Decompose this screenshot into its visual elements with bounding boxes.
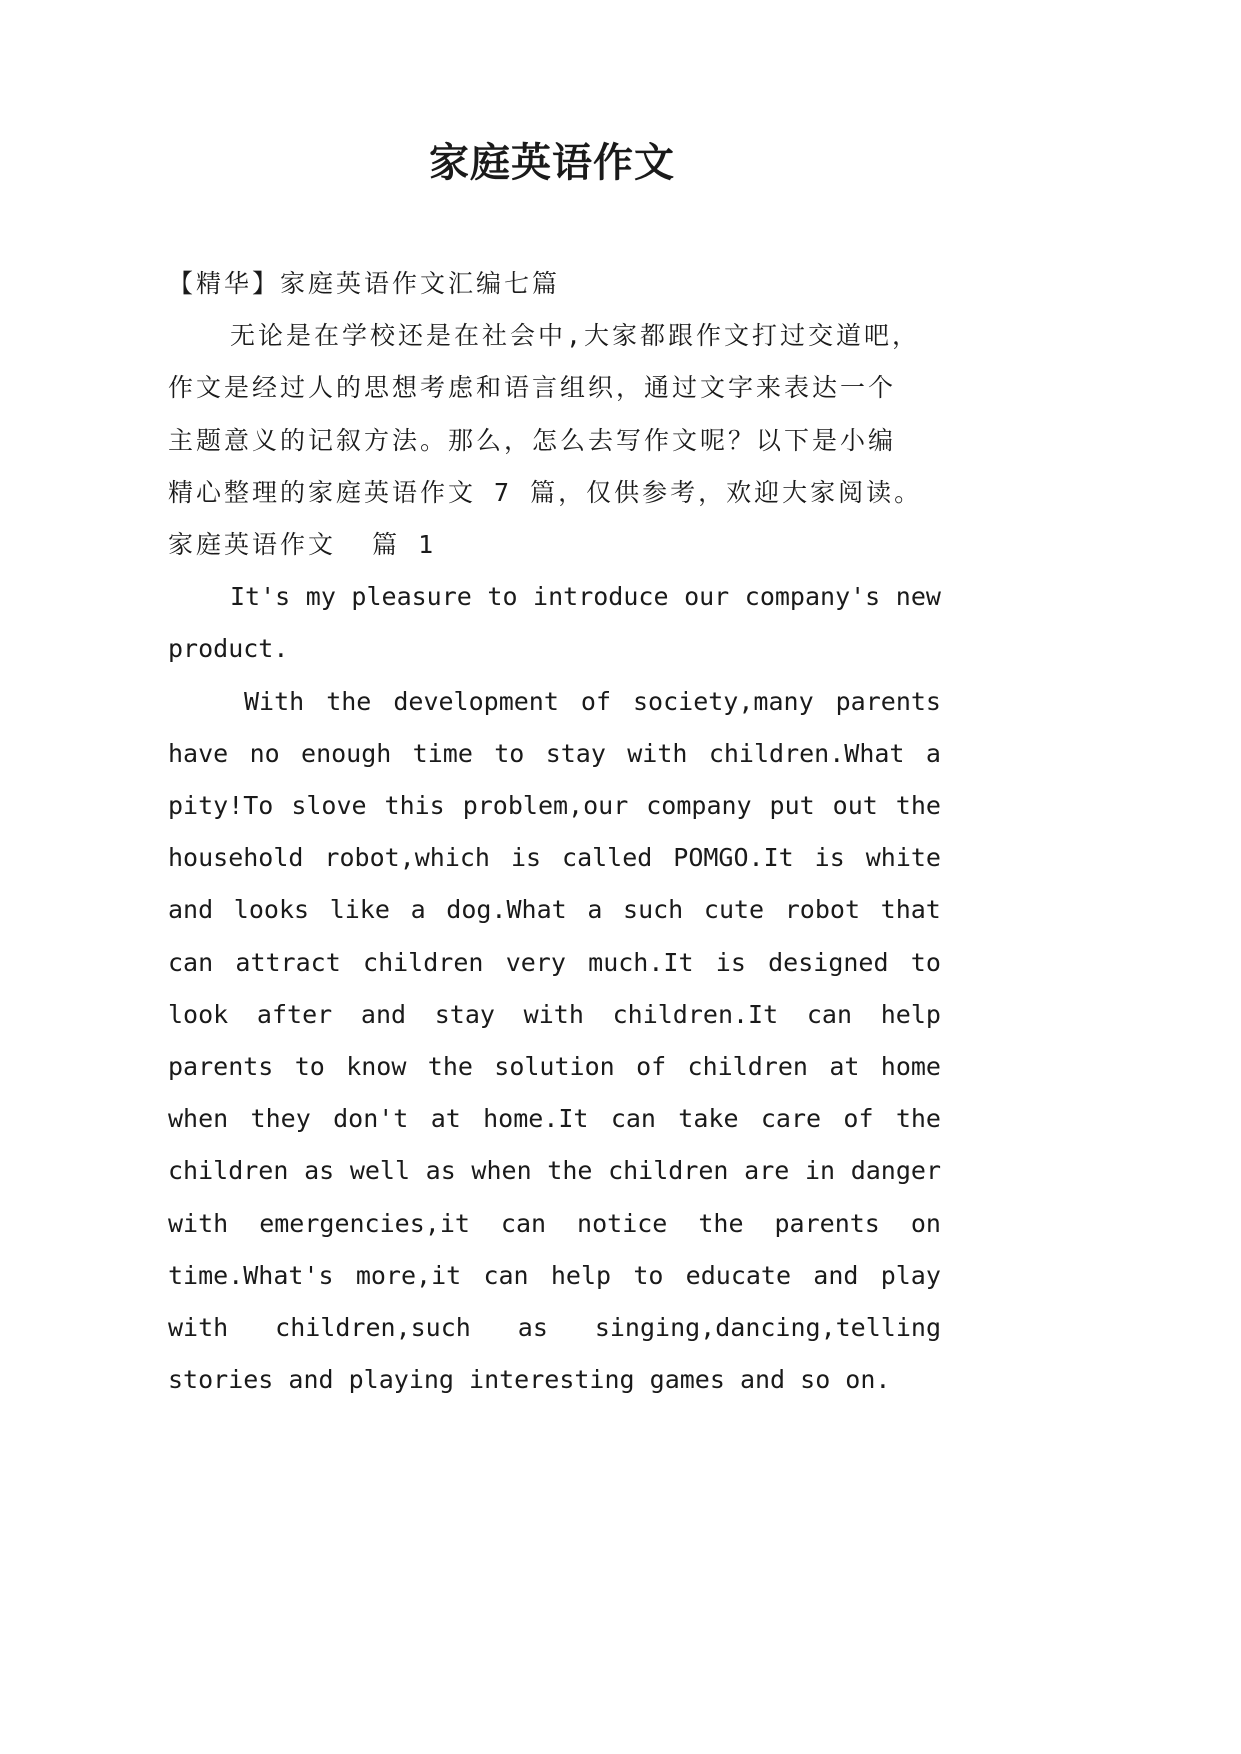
word: robot,which: [324, 843, 490, 873]
word: after: [256, 999, 333, 1029]
word: children: [168, 1156, 289, 1186]
paragraph-line: [168, 989, 941, 1041]
word: and: [168, 895, 214, 925]
word: It's: [230, 582, 291, 612]
subtitle: 【精华】家庭英语作文汇编七篇: [168, 269, 561, 298]
word: help: [880, 999, 941, 1029]
word: when: [471, 1156, 532, 1186]
word: the: [698, 1208, 744, 1238]
word: a: [925, 738, 941, 768]
word: out: [832, 791, 878, 821]
word: and: [360, 999, 407, 1029]
word: with: [627, 738, 688, 768]
intro-line: 精心整理的家庭英语作文 7 篇，仅供参考，欢迎大家阅读。: [168, 477, 923, 507]
word: as: [425, 1156, 456, 1186]
word: help: [550, 1260, 612, 1290]
word: this: [384, 791, 445, 821]
paragraph-line: [168, 571, 941, 623]
word: company's: [744, 582, 881, 612]
word: to: [487, 582, 518, 612]
word: called: [562, 843, 653, 873]
word: at: [829, 1052, 860, 1082]
paragraph-line: [168, 676, 941, 728]
document-body: [168, 258, 941, 1406]
word: of: [636, 1052, 667, 1082]
word: problem,our: [462, 791, 629, 821]
word: parents: [835, 686, 941, 716]
word: to: [294, 1052, 325, 1082]
word: care: [760, 1104, 822, 1134]
word: don't: [333, 1104, 409, 1134]
paragraph-line: [168, 1041, 941, 1093]
word: of: [580, 686, 612, 716]
word: With: [244, 686, 305, 716]
paragraph-line: product.: [168, 634, 289, 664]
word: as: [304, 1156, 335, 1186]
word: much.It: [588, 947, 694, 977]
word: with: [168, 1313, 229, 1343]
word: can: [806, 999, 853, 1029]
word: robot: [784, 895, 861, 925]
paragraph-line: [168, 780, 941, 832]
word: the: [326, 686, 372, 716]
word: is: [510, 843, 542, 873]
paragraph-line: [168, 728, 941, 780]
word: on: [910, 1208, 941, 1238]
word: play: [880, 1260, 941, 1290]
word: to: [910, 947, 941, 977]
word: designed: [768, 947, 889, 977]
word: as: [517, 1313, 548, 1343]
word: emergencies,it: [259, 1208, 470, 1238]
paragraph-line: [168, 1145, 941, 1197]
word: have: [168, 738, 229, 768]
word: danger: [850, 1156, 941, 1186]
word: with: [523, 999, 584, 1029]
word: the: [895, 1104, 941, 1134]
word: the: [547, 1156, 593, 1186]
intro-line: 无论是在学校还是在社会中,大家都跟作文打过交道吧，: [230, 321, 921, 351]
word: company: [646, 791, 752, 821]
word: POMGO.It: [673, 843, 794, 873]
word: stay: [434, 999, 495, 1029]
paragraph-line: stories and playing interesting games and so on.: [168, 1365, 891, 1395]
word: stay: [545, 738, 606, 768]
word: notice: [577, 1208, 668, 1238]
word: attract: [235, 947, 341, 977]
word: is: [814, 843, 845, 873]
word: white: [865, 843, 941, 873]
word: can: [168, 947, 214, 977]
word: that: [880, 895, 941, 925]
word: the: [895, 791, 941, 821]
word: home: [880, 1052, 941, 1082]
word: at: [430, 1104, 461, 1134]
paragraph-line: [168, 884, 941, 936]
word: children.It: [612, 999, 779, 1029]
word: can: [610, 1104, 656, 1134]
word: new: [895, 582, 941, 612]
word: looks: [233, 895, 310, 925]
paragraph-line: [168, 1198, 941, 1250]
word: enough: [301, 738, 392, 768]
word: society,many: [633, 686, 814, 716]
word: they: [250, 1104, 311, 1134]
word: introduce: [533, 582, 669, 612]
word: my: [305, 582, 336, 612]
word: is: [715, 947, 746, 977]
word: the: [427, 1052, 473, 1082]
word: take: [678, 1104, 739, 1134]
word: parents: [168, 1052, 274, 1082]
section-heading: 家庭英语作文 篇 1: [168, 530, 437, 560]
word: can: [500, 1208, 547, 1238]
word: time.What's: [168, 1260, 334, 1290]
word: and: [813, 1260, 859, 1290]
paragraph-line: [168, 1302, 941, 1354]
word: children.What: [708, 738, 905, 768]
word: put: [769, 791, 815, 821]
word: children,such: [275, 1313, 471, 1343]
word: our: [684, 582, 730, 612]
paragraph-line: [168, 832, 941, 884]
word: a: [587, 895, 603, 925]
word: pity!To: [168, 791, 274, 821]
word: more,it: [355, 1260, 462, 1290]
word: pleasure: [351, 582, 472, 612]
word: time: [412, 738, 473, 768]
word: cute: [703, 895, 765, 925]
intro-line: 作文是经过人的思想考虑和语言组织，通过文字来表达一个: [168, 373, 897, 403]
word: are: [744, 1156, 790, 1186]
word: look: [168, 999, 229, 1029]
intro-line: 主题意义的记叙方法。那么，怎么去写作文呢？以下是小编: [168, 425, 897, 455]
word: slove: [291, 791, 367, 821]
word: such: [623, 895, 684, 925]
word: children: [363, 947, 484, 977]
word: very: [505, 947, 566, 977]
paragraph-line: [168, 937, 941, 989]
word: parents: [774, 1208, 880, 1238]
word: of: [843, 1104, 874, 1134]
word: development: [393, 686, 559, 716]
word: can: [483, 1260, 529, 1290]
word: home.It: [483, 1104, 589, 1134]
word: to: [494, 738, 525, 768]
paragraph-line: [168, 1250, 941, 1302]
word: household: [168, 843, 304, 873]
word: solution: [494, 1052, 615, 1082]
word: when: [168, 1104, 229, 1134]
word: singing,dancing,telling: [594, 1313, 941, 1343]
word: children: [687, 1052, 808, 1082]
word: well: [349, 1156, 411, 1186]
word: like: [329, 895, 390, 925]
paragraph-line: [168, 1093, 941, 1145]
word: educate: [685, 1260, 792, 1290]
word: dog.What: [446, 895, 567, 925]
word: know: [346, 1052, 407, 1082]
word: a: [410, 895, 426, 925]
word: no: [249, 738, 280, 768]
word: with: [168, 1208, 229, 1238]
word: to: [633, 1260, 664, 1290]
word: in: [804, 1156, 836, 1186]
page-title: 家庭英语作文: [429, 139, 675, 186]
word: children: [608, 1156, 729, 1186]
